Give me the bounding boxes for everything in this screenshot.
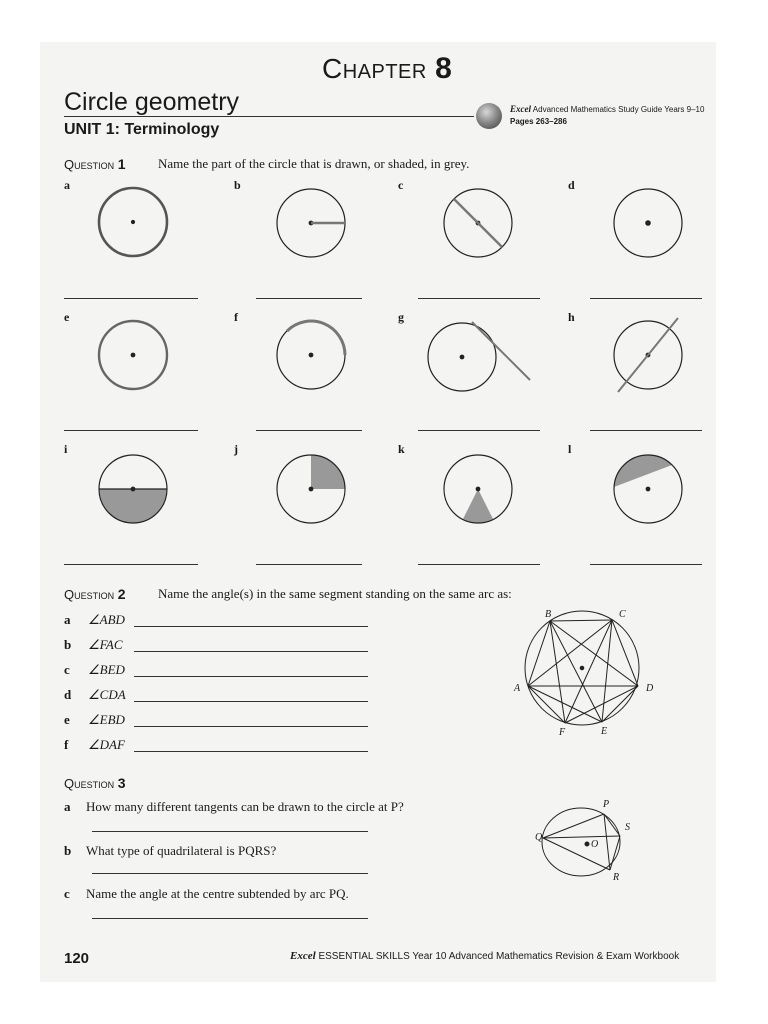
answer-line[interactable] (64, 564, 198, 565)
q1-label-word: Question (64, 157, 115, 172)
q2-prompt: Name the angle(s) in the same segment standing on the same arc as: (158, 586, 512, 601)
answer-line[interactable] (256, 564, 362, 565)
answer-line[interactable] (64, 430, 198, 431)
figure-f-arc (277, 321, 345, 389)
q2-item (64, 612, 125, 628)
answer-line[interactable] (590, 298, 702, 299)
q2-point-label: A (514, 683, 521, 694)
answer-line[interactable] (134, 626, 368, 627)
answer-line[interactable] (64, 298, 198, 299)
q1-part-label: l (568, 442, 572, 456)
q1-part-label: j (234, 442, 238, 456)
answer-line[interactable] (418, 298, 540, 299)
q3-point-label: R (613, 872, 620, 883)
q2-point-label: D (646, 683, 654, 694)
answer-line[interactable] (134, 676, 368, 677)
q2-item-letter: d (64, 687, 72, 702)
q3-item-text: How many different tangents can be drawn to the circle at P? (86, 799, 404, 814)
q3-point-label: O (591, 839, 599, 850)
answer-line[interactable] (590, 430, 702, 431)
footer-brand: Excel (290, 950, 316, 962)
q2-point-label: C (619, 609, 626, 620)
figure-b-radius (277, 189, 345, 257)
answer-line[interactable] (92, 831, 368, 832)
q2-item-letter: e (64, 712, 70, 727)
q1-part-label: a (64, 178, 70, 192)
q3-label-num: 3 (117, 775, 126, 791)
q1-part-label: f (234, 310, 238, 324)
q3-figure-circle (542, 808, 620, 876)
q2-item-angle: ∠BED (88, 662, 125, 677)
q3-point-label: P (603, 799, 610, 810)
page-number: 120 (64, 950, 90, 967)
answer-line[interactable] (92, 873, 368, 874)
figure-k-sector (444, 455, 512, 523)
q3-figure-centre (585, 842, 589, 846)
figure-e-circumference (99, 321, 167, 389)
q2-item-angle: ∠EBD (88, 712, 125, 727)
answer-line[interactable] (134, 701, 368, 702)
q1-part-label: h (568, 310, 575, 324)
q1-part-label: k (398, 442, 405, 456)
q3-item (64, 886, 349, 902)
q2-item-letter: b (64, 637, 72, 652)
reference-brand: Excel (510, 104, 531, 114)
q1-part-label: i (64, 442, 68, 456)
q2-item-angle: ∠CDA (88, 687, 126, 702)
answer-line[interactable] (134, 726, 368, 727)
answer-line[interactable] (256, 298, 362, 299)
q2-item-letter: c (64, 662, 70, 677)
q1-part-label: d (568, 178, 575, 192)
figure-l-segment (614, 455, 682, 523)
q2-point-label: F (559, 727, 566, 738)
q3-item (64, 799, 404, 815)
answer-line[interactable] (590, 564, 702, 565)
footer-book-title: ESSENTIAL SKILLS Year 10 Advanced Mathematics Revision & Exam Workbook (318, 951, 680, 962)
q2-point-label: E (601, 726, 608, 737)
answer-line[interactable] (134, 751, 368, 752)
q3-figure (530, 800, 640, 880)
figure-d-centre (614, 189, 682, 257)
q2-item (64, 662, 125, 678)
answer-line[interactable] (256, 430, 362, 431)
q2-item-angle: ∠DAF (88, 737, 125, 752)
answer-line[interactable] (418, 430, 540, 431)
q1-part-label: g (398, 310, 404, 324)
q1-part-label: e (64, 310, 70, 324)
q3-item (64, 843, 276, 859)
q2-item-letter: a (64, 612, 71, 627)
q3-point-label: S (625, 822, 630, 833)
q2-item (64, 637, 123, 653)
q3-heading (64, 775, 126, 791)
chapter-number: 8 (435, 52, 453, 85)
q2-figure-centre (580, 666, 584, 670)
q2-item (64, 737, 125, 753)
figure-c-diameter (444, 189, 512, 257)
answer-line[interactable] (134, 651, 368, 652)
figure-g-tangent (428, 322, 530, 391)
q2-item-angle: ∠FAC (88, 637, 123, 652)
reference-book-title: Advanced Mathematics Study Guide Years 9–10 (532, 105, 705, 114)
figure-h-secant (614, 318, 682, 392)
reference-pages: Pages 263–286 (510, 117, 567, 126)
q3-item-text: Name the angle at the centre subtended by arc PQ. (86, 886, 349, 901)
q2-item (64, 712, 125, 728)
q2-label-num: 2 (117, 586, 126, 602)
q2-item-letter: f (64, 737, 69, 752)
chapter-prefix: Chapter (322, 53, 427, 84)
q2-figure (500, 600, 680, 750)
unit-heading: UNIT 1: Terminology (64, 121, 220, 138)
q2-item (64, 687, 126, 703)
q1-prompt: Name the part of the circle that is drawn, or shaded, in grey. (158, 156, 470, 171)
q2-heading (64, 586, 126, 602)
q3-point-label: Q (535, 832, 543, 843)
q3-item-letter: c (64, 886, 70, 901)
figure-i-semicircle (99, 455, 167, 523)
q1-label-num: 1 (117, 156, 126, 172)
q3-item-text: What type of quadrilateral is PQRS? (86, 843, 277, 858)
q2-label-word: Question (64, 587, 115, 602)
q3-item-letter: b (64, 843, 72, 858)
q2-item-angle: ∠ABD (88, 612, 125, 627)
figure-a-circle (99, 188, 167, 256)
q3-item-letter: a (64, 799, 71, 814)
q1-part-label: b (234, 178, 241, 192)
q1-part-label: c (398, 178, 404, 192)
figure-j-quadrant (277, 455, 345, 523)
q3-label-word: Question (64, 776, 115, 791)
footer-book (290, 950, 679, 962)
answer-line[interactable] (418, 564, 540, 565)
answer-line[interactable] (92, 918, 368, 919)
page-title: Circle geometry (64, 88, 240, 116)
q2-point-label: B (545, 609, 552, 620)
